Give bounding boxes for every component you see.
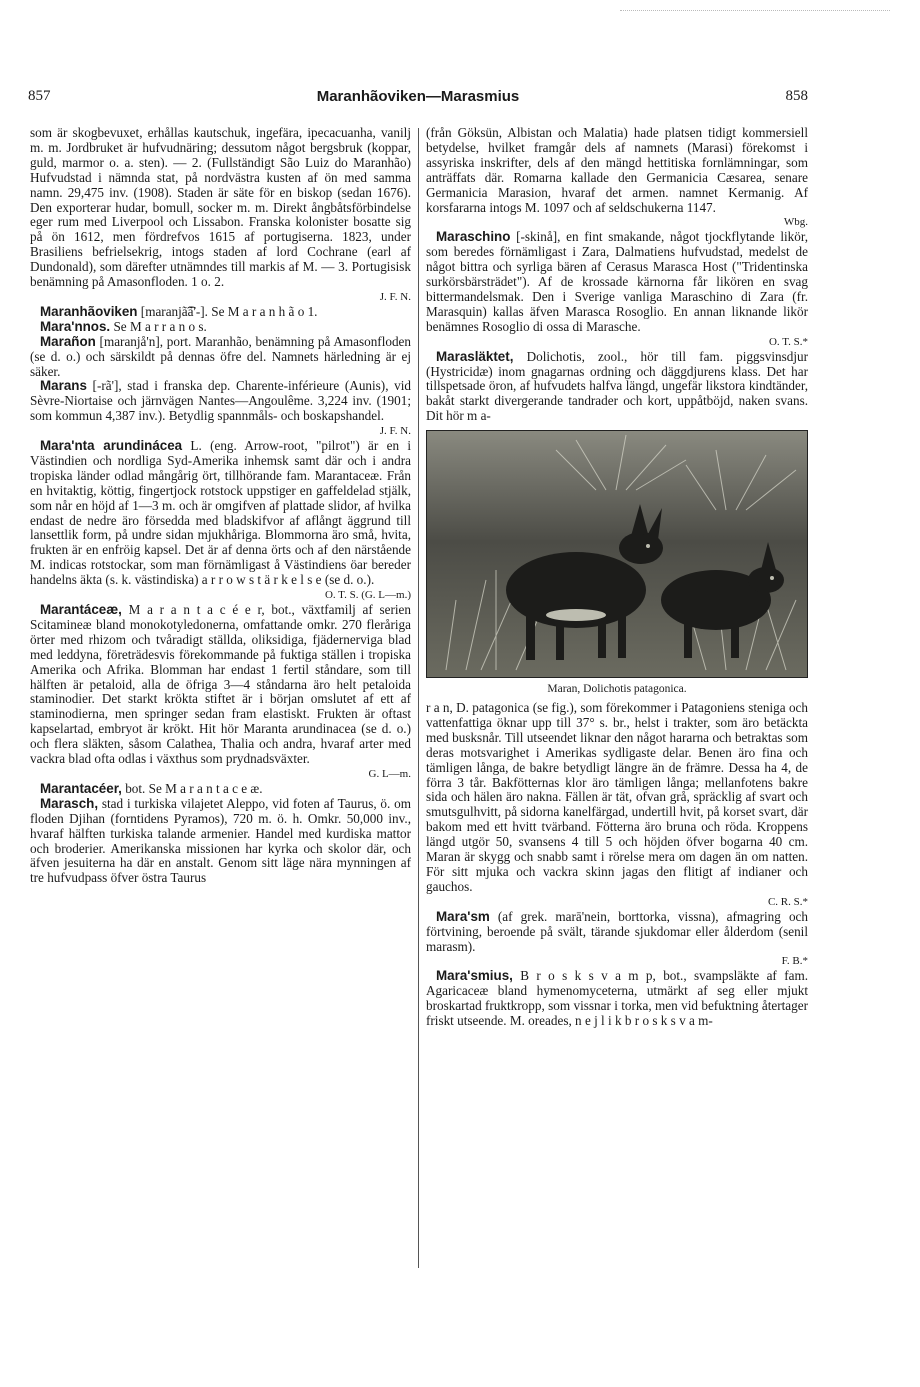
entry-text: B r o s k s v a m p, bot., svampsläkte af fam. Agaricaceæ bland hymenomyceterna, utmärkt af seg eller mjukt broskartad fruktkropp, som vissnar i torka, men vid befuktning återtager friskt utseende. M. oreades, n e j l i k b r o s k s v a m- <box>426 968 808 1029</box>
author-signature: O. T. S.* <box>768 335 808 348</box>
entry-text: L. (eng. Arrow-root, "pilrot") är en i Västindien och nordliga Syd-Amerika inhemsk samt där och i andra tropiska länder odlad mångårig ört, tillhörande fam. Marantaceæ. Från en hvitaktig, köttig, fingertjock rotstock uppstiger en gaffeldelad stjälk, som når en höjd af 1—3 m. och är omgifven af plattade slidor, af hvilka endast de nedre äro försedda med bladskifvor af aflångt äggrund till lansettlik form, på undre sidan mjukhåriga. Blommorna äro små, hvita, frukten är en enfröig kapsel. Det är af denna örts och af den närstående M. indicas rotstockar, som man förnämligast å Västindiens öar bereder handelns äkta (s. k. västindiska) a r r o w s t ä r k e l s e (se d. o.). <box>30 438 411 588</box>
entry-text: Se M a r r a n o s. <box>110 318 207 334</box>
entry <box>426 230 808 349</box>
entry-headword: Marasch, <box>40 795 99 811</box>
entry-headword: Maranhãoviken <box>40 303 138 319</box>
scan-artifact <box>620 10 890 19</box>
entry-headword: Mara'nnos. <box>40 318 111 334</box>
right-column-top <box>426 126 808 424</box>
entry <box>426 701 808 910</box>
author-signature: J. F. N. <box>379 425 411 438</box>
entry-headword: Maraschino <box>436 229 511 245</box>
figure-caption: Maran, Dolichotis patagonica. <box>547 683 687 696</box>
entry-text: (från Göksün, Albistan och Malatia) hade platsen tidigt kommersiell betydelse, hvilket framgår dels af namnets (Marasi) förekomst i assyriska inskrifter, dels af den mängd hettitiska fornlämningar, som anträffats där. Romarna kallade den Germanicia Cæsarea, senare Germanicia Marasion, hvaraf det armen. namnet Kermanig. Af korsfararna intogs M. 1097 och af seldschukerna 1147. <box>426 125 808 215</box>
right-column-bottom <box>426 701 808 1029</box>
column-divider <box>418 128 419 1268</box>
entry-headword: Mara'smius, <box>436 968 513 984</box>
entry <box>426 350 808 425</box>
entry <box>30 320 411 335</box>
author-signature: F. B.* <box>781 955 808 968</box>
entry-headword: Marasläktet, <box>436 348 514 364</box>
entry <box>30 379 411 439</box>
entry-headword: Marañon <box>40 333 96 349</box>
entry-headword: Marantáceæ, <box>40 602 122 617</box>
entry-text: M a r a n t a c é e r, bot., växtfamilj af serien Scitamineæ bland monokotyledonerna, omfattande omkr. 270 fleråriga örter med rhizom och tvåradigt ställda, oliksidiga, fjädernerviga blad med leddyna, företrädesvis förekommande på fuktiga ställen i tropiska Amerika och Afrika. Blomman har endast 1 fertil ståndare, som till hälften är petaloid, alla de öfriga 3—4 ståndarna äro helt petaloida staminodier. Det starkt krökta stiftet är i början omslutet af ett af staminodierna, men springer sedan fram elastiskt. Frukten är oftast kapselartad, embryot är krökt. Hit hör Maranta arundinacea (se d. o.) och flera släkten, såsom Calathea, Thalia och andra, hvaraf arter med vackra blad ofta odlas i växthus som prydnadsväxter. <box>30 602 411 767</box>
entry <box>30 782 411 797</box>
entry-text: bot. Se M a r a n t a c e æ. <box>121 780 263 796</box>
author-signature: C. R. S.* <box>767 895 808 908</box>
entry-text: Dolichotis, zool., hör till fam. piggsvinsdjur (Hystricidæ) inom gnagarnas ordning och däggdjurens klass. Det har tillspetsade öron, af hufvudets halfva längd, ungefär likstora kindtänder, bakåt starkt divergerande tandrader och kort, uppåtböjd, naken svans. Dit hör m a- <box>426 348 808 424</box>
entry-text: som är skogbevuxet, erhållas kautschuk, ingefära, ipecacuanha, vanilj m. m. Jordbruket är hufvudnäring; dessutom något bergsbruk (koppar, guld, marmor o. a. sten). — 2. (Fullständigt São Luiz do Maranhão) Hufvudstad i nämnda stat, på nordvästra kusten af ön med samma namn. 29,475 inv. (1908). Staden är säte för en biskop (sedan 1676). Den exporterar hudar, bomull, socker m. m. Direkt ångbåtsförbindelse eger rum med Liverpool och Lissabon. Franska kolonister bosatte sig på ön 1612, men fördrefvos 1615 af portugiserna. 1823, under Brasiliens befrielsekrig, intogs staden af lord Cochrane (earl af Dundonald), som därefter utnämndes till markis af M. — 3. Portugisisk benämning på Amasonfloden. 1 o. 2. <box>30 125 411 290</box>
entry-text: [-skinå], en fint smakande, något tjockflytande likör, som beredes förnämligast i Zara, Dalmatiens hufvudstad, medelst de något bittra och syrliga bären af Cerasus Marasca Host ("Tridentinska surkörsbärsträdet"). Af de krossade kärnorna får likören en svag bittermandelsmak. Den i Sverige vanliga Maraschino di Zara (fr. Marasquin) kallas äfven Marasca Rosoglio. En annan liknande likör benämnes Rosoglio di ossa di Marasche. <box>426 229 808 334</box>
entry-text: (af grek. marā'nein, borttorka, vissna), afmagring och förtvining, beroende på svält, tärande sjukdomar eller ålderdom (senil marasm). <box>426 908 808 954</box>
page-header <box>28 88 808 110</box>
entry-text: [maranjå'n], port. Maranhão, benämning på Amasonfloden (se d. o.) och särskildt på dennas öfre del. Namnets härledning är ej säker. <box>30 333 411 379</box>
entry <box>30 126 411 305</box>
entry-headword: Mara'nta arundinácea <box>40 438 183 454</box>
maran-illustration <box>426 430 808 678</box>
entry-headword: Mara'sm <box>436 908 490 924</box>
entry <box>30 797 411 886</box>
entry-text: [-rã'], stad i franska dep. Charente-inférieure (Aunis), vid Sèvre-Niortaise och järnvägen Nantes—Angoulême. 3,224 inv. (1901; som kommun 4,387 inv.). Betydlig spannmåls- och boskapshandel. <box>30 378 411 424</box>
entry <box>30 603 411 782</box>
page-number-right: 858 <box>785 88 808 104</box>
page-number-left: 857 <box>28 88 51 104</box>
entry <box>30 335 411 380</box>
running-title: Maranhãoviken—Marasmius <box>316 88 520 105</box>
right-column <box>426 126 808 1029</box>
entry <box>30 439 411 603</box>
entry-text: stad i turkiska vilajetet Aleppo, vid foten af Taurus, ö. om floden Djihan (forntidens Pyramos), 720 m. ö. h. Omkr. 50,000 inv., hvaraf hälften turkiska talande armenier. Handel med kurdiska mattor och broderier. Amerikanska missionen har kyrka och skolor där, och äfven jesuiterna ha där en anstalt. Genom sitt läge nära mynningen af tre hufvudpass öfver östra Taurus <box>30 795 411 886</box>
entry <box>30 305 411 320</box>
entry <box>426 126 808 230</box>
author-signature: Wbg. <box>783 216 808 229</box>
entry-headword: Marans <box>40 378 87 394</box>
entry <box>426 969 808 1029</box>
author-signature: J. F. N. <box>379 290 411 303</box>
author-signature: O. T. S. (G. L—m.) <box>324 589 411 602</box>
figure <box>426 430 808 697</box>
entry-headword: Marantacéer, <box>40 780 122 796</box>
entry-text: r a n, D. patagonica (se fig.), som förekommer i Patagoniens steniga och vattenfattiga öknar upp till 37° s. br., helst i trakter, som äro betäckta med busksnår. Till utseendet liknar den något hararna och betraktas som deras motsvarighet i Amerikas sydligaste delar. Benen äro fina och tämligen långa, de bakre betydligt längre än de främre. Dessa ha 4, de förra 3 tår. Bakfötternas klor äro tämligen långa; mellanfotens bakre sida och hälen äro nakna. Fällen är tät, ofvan grå, spräcklig af svart och smutsgulhvitt, på sidorna kanelfärgad, undertill hvit, på korset svart, där bakom med ett hvitt tvärband. Fötterna äro bruna och röda. Kroppens längd utgör 50, svansens 4 till 5 och höjden öfver bogarna 40 cm. Maran är skygg och snabb samt i rörelse mera om dagen än om natten. För sitt mjuka och vackra skinn jagas den flitigt af indianer och gauchos. <box>426 700 808 894</box>
left-column <box>30 126 411 886</box>
entry <box>426 910 808 970</box>
entry-text: [maranjã͡ã'-]. Se M a r a n h ã o 1. <box>137 303 318 319</box>
author-signature: G. L—m. <box>368 767 411 780</box>
